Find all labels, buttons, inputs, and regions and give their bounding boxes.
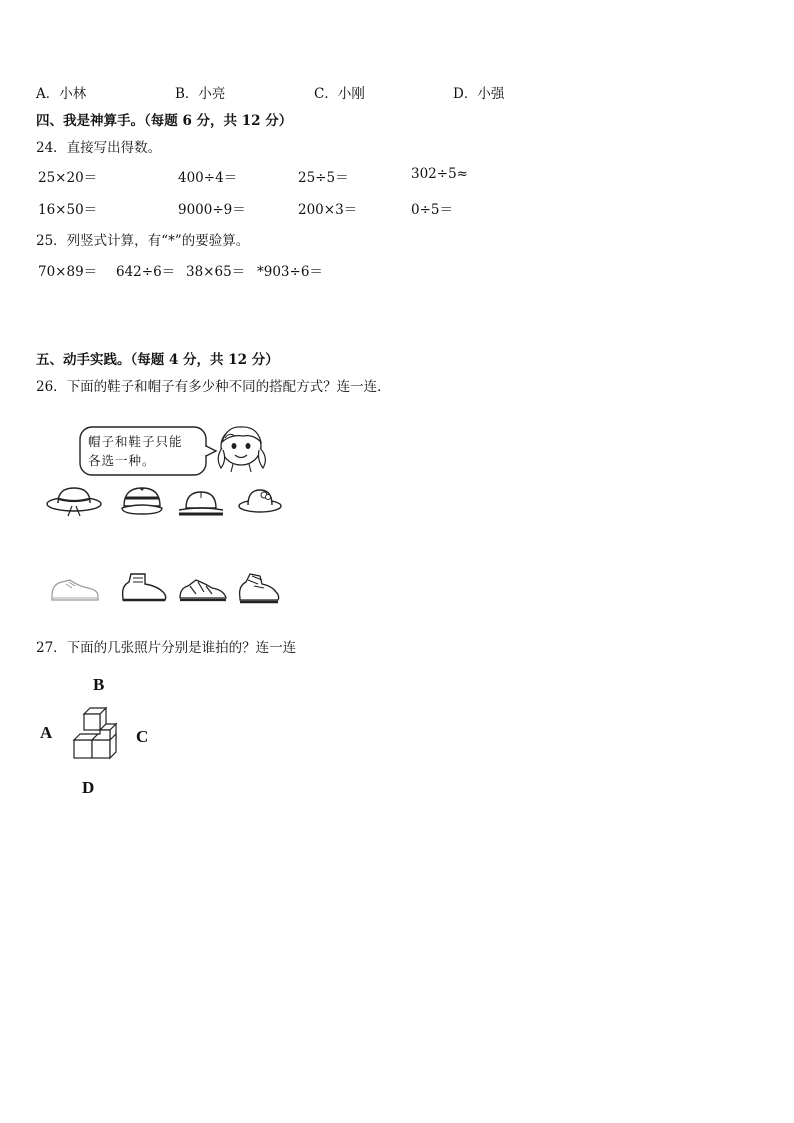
q25-item: *903÷6＝ (257, 264, 323, 280)
q26-prompt: 26．下面的鞋子和帽子有多少种不同的搭配方式？连一连． (36, 379, 391, 395)
q24-item: 302÷5≈ (411, 166, 468, 182)
q24-item: 16×50＝ (38, 202, 98, 218)
q24-item: 0÷5＝ (411, 202, 453, 218)
q25-item: 70×89＝ (38, 264, 98, 280)
cap-icon (118, 484, 168, 520)
speech-text-line2: 各选一种。 (88, 453, 156, 468)
sun-hat-icon (44, 484, 104, 518)
q24-item: 25÷5＝ (298, 170, 349, 186)
sandal-icon (176, 572, 230, 606)
speech-text-line1: 帽子和鞋子只能 (88, 434, 183, 449)
view-label-a: A (40, 723, 53, 742)
bonnet-icon (236, 484, 284, 516)
q25-prompt: 25．列竖式计算，有“*”的要验算。 (36, 233, 250, 249)
q27-prompt: 27．下面的几张照片分别是谁拍的？连一连 (36, 640, 297, 656)
view-label-d: D (82, 778, 95, 797)
view-label-b: B (93, 675, 105, 694)
girl-icon (213, 420, 273, 480)
fedora-icon (176, 486, 226, 520)
option-a: A．小林 (36, 86, 87, 102)
section5-heading: 五、动手实践。（每题 4 分，共 12 分） (36, 352, 279, 368)
option-b: B．小亮 (175, 86, 226, 102)
q24-item: 400÷4＝ (178, 170, 238, 186)
hiking-shoe-icon (234, 570, 284, 608)
q24-item: 200×3＝ (298, 202, 358, 218)
cube-stack-figure (70, 706, 130, 766)
sneaker-icon (48, 572, 102, 606)
q25-item: 38×65＝ (186, 264, 246, 280)
option-d: D．小强 (453, 86, 505, 102)
view-label-c: C (136, 727, 149, 746)
q24-prompt: 24．直接写出得数。 (36, 140, 162, 156)
q24-item: 9000÷9＝ (178, 202, 246, 218)
q25-item: 642÷6＝ (116, 264, 176, 280)
option-c: C．小刚 (314, 86, 365, 102)
q24-item: 25×20＝ (38, 170, 98, 186)
boot-icon (117, 570, 171, 606)
section4-heading: 四、我是神算手。（每题 6 分，共 12 分） (36, 113, 293, 129)
